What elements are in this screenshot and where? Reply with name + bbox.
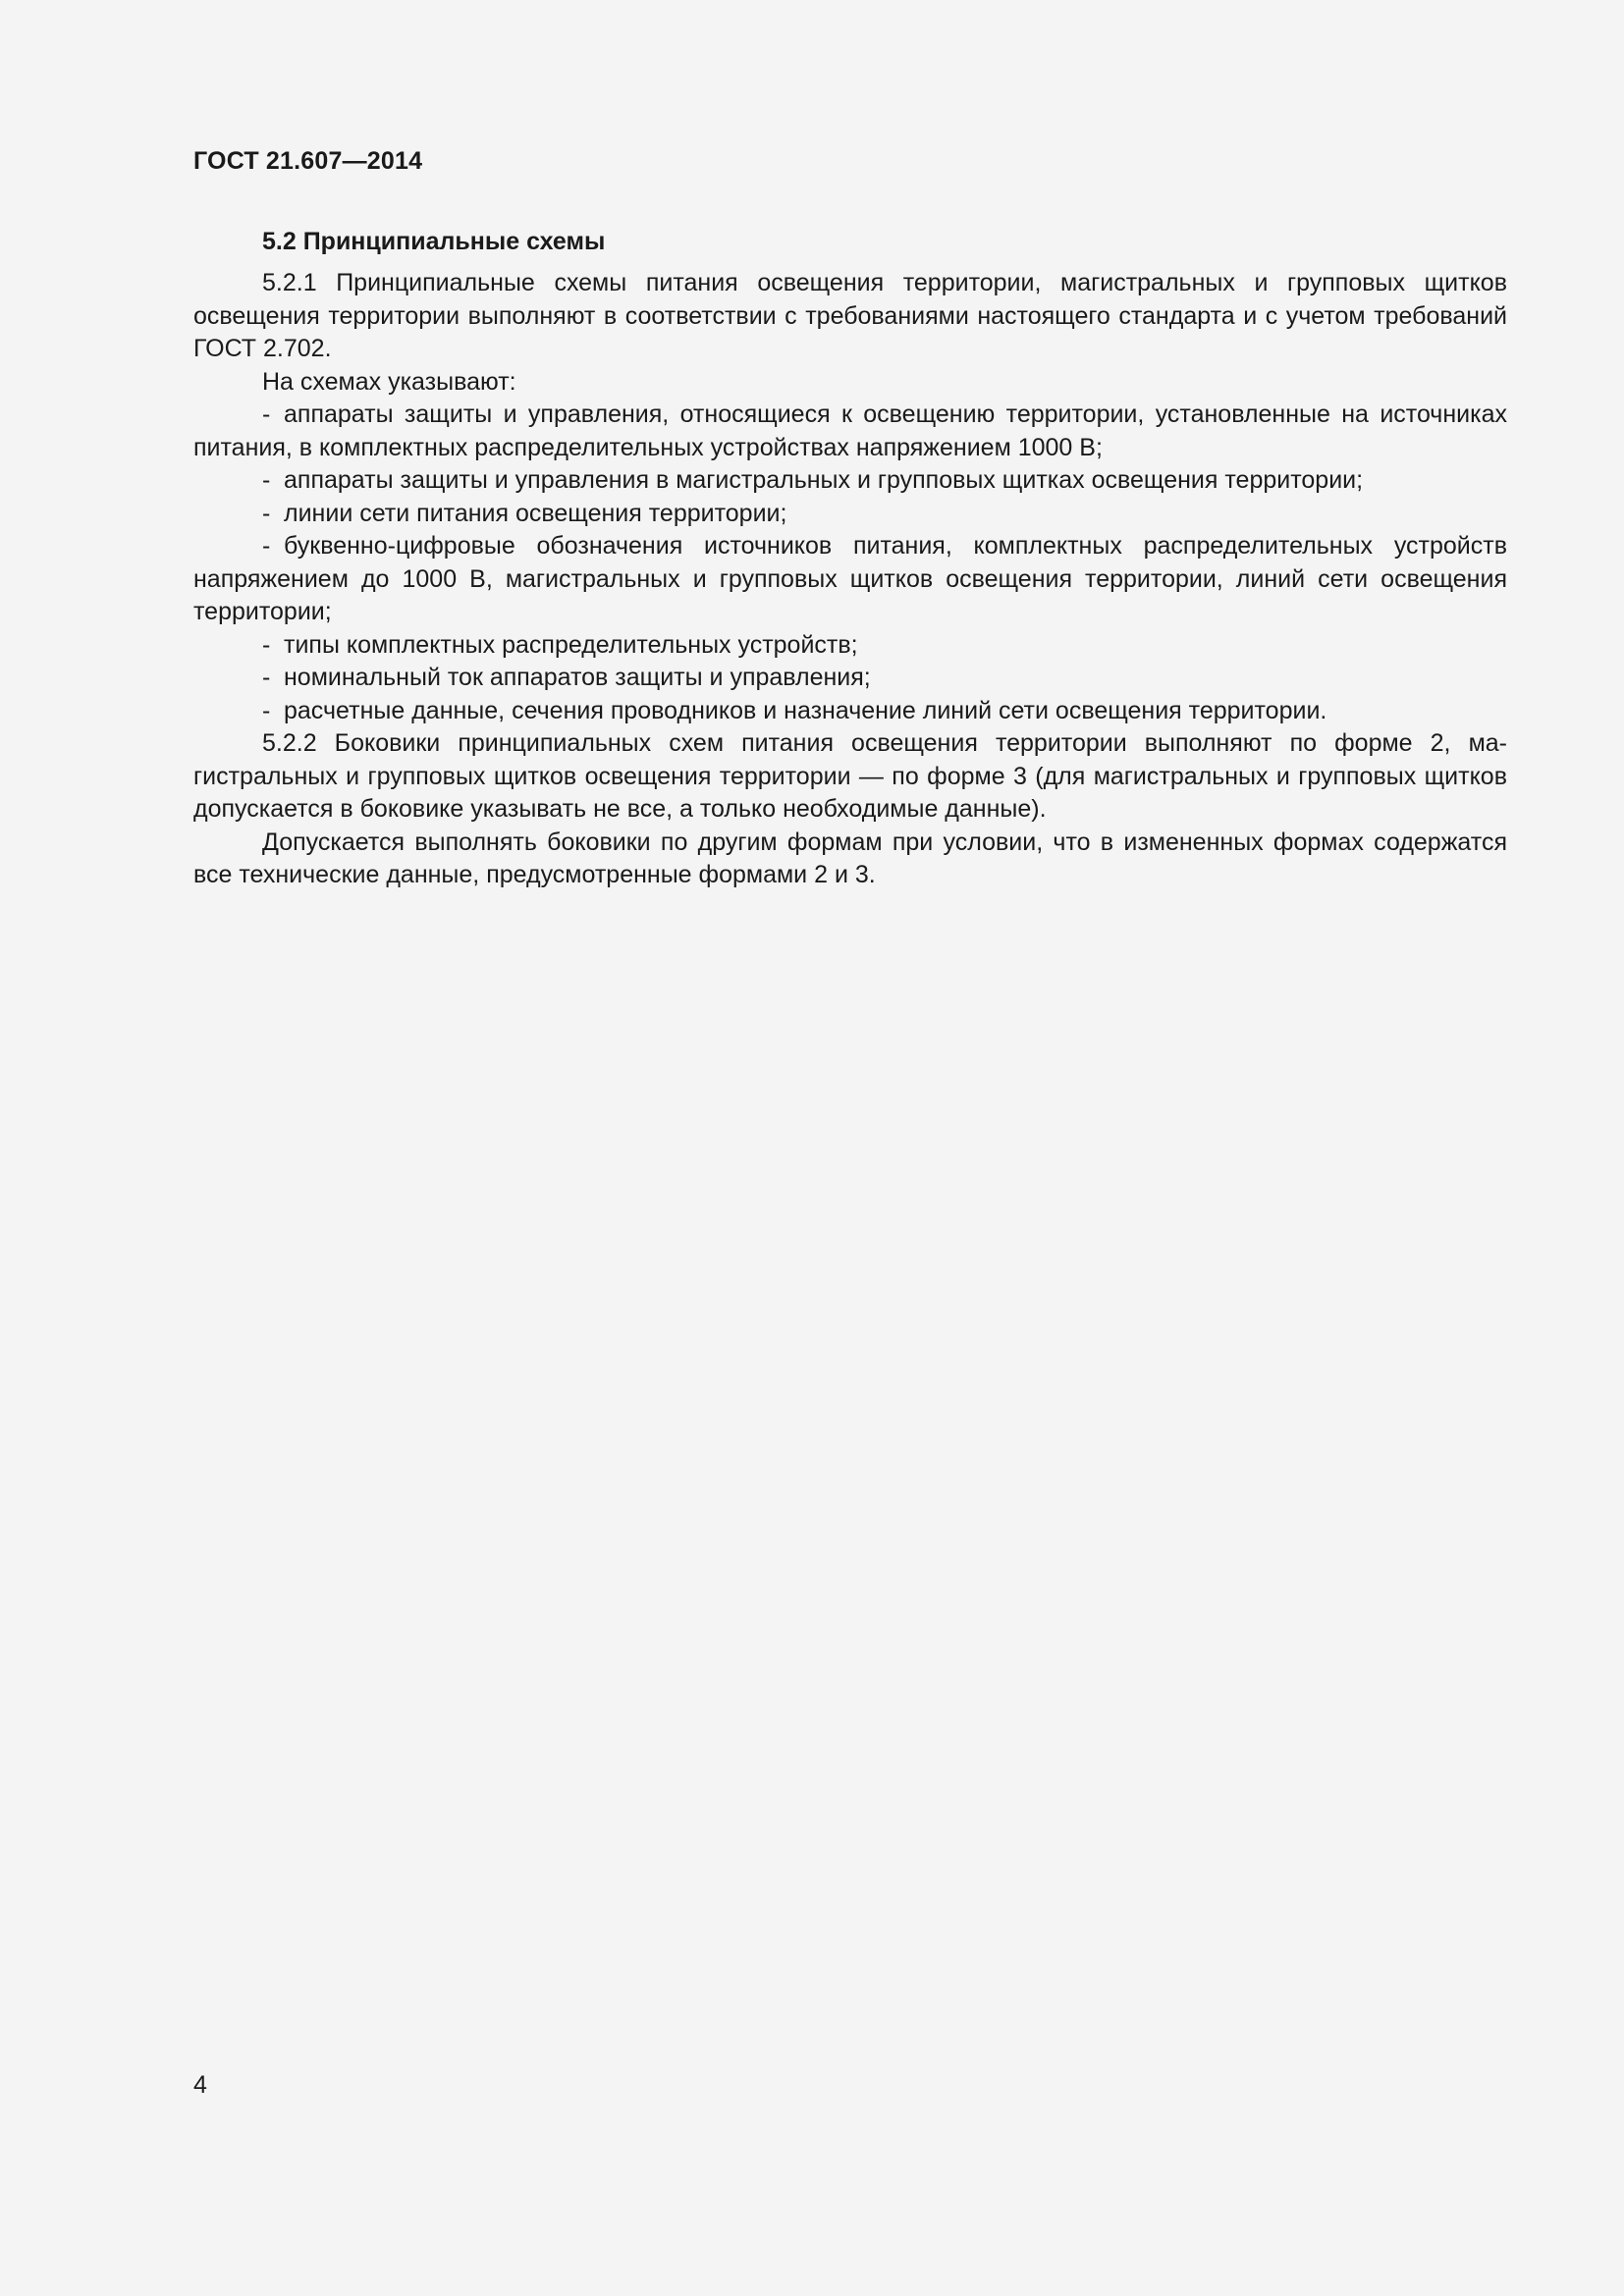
section-title: 5.2 Принципиальные схемы: [262, 228, 606, 255]
list-item-text: типы комплектных распределительных устройств;: [284, 630, 858, 659]
list-dash: -: [262, 630, 271, 659]
list-item: [193, 662, 1507, 695]
list-item-text: номинальный ток аппаратов защиты и управления;: [284, 664, 871, 691]
list-dash: -: [262, 466, 271, 494]
document-body: [193, 226, 1507, 892]
page-number: 4: [193, 2071, 207, 2099]
paragraph-5-2-2: 5.2.2 Боковики принципиальных схем питания освещения территории выполняют по форме 2, магистральных и групповых щитков освещения территории — по форме 3 (для магистральных и групповых щитков допускается в боковике указывать не все, а только необходимые данные).: [193, 729, 1507, 823]
list-item-text: расчетные данные, сечения проводников и назначение линий сети освещения территории.: [284, 696, 1327, 724]
list-dash: -: [262, 532, 271, 560]
list-item: [193, 695, 1507, 728]
list-item-text: аппараты защиты и управления, относящиеся к освещению территории, установленные на источниках питания, в комплектных распределительных устройствах напряжением 1000 В;: [193, 400, 1507, 461]
paragraph-list-intro: На схемах указывают:: [262, 367, 516, 396]
list-dash: -: [262, 499, 271, 527]
list-item: [193, 464, 1507, 498]
list-item-text: буквенно-цифровые обозначения источников питания, комплектных распределительных устройств напряжением до 1000 В, магистральных и групповых щитков освещения территории, линий сети освещения территории;: [193, 532, 1507, 625]
list-item: [193, 629, 1507, 663]
paragraph-5-2-1: 5.2.1 Принципиальные схемы питания освещения территории, магистральных и групповых щитков освещения территории выполняют в соответствии с требованиями настоящего стандарта и с учетом требований ГОСТ 2.702.: [193, 269, 1507, 362]
list-dash: -: [262, 400, 271, 428]
list-dash: -: [262, 664, 271, 691]
list-item-text: аппараты защиты и управления в магистральных и групповых щитках освещения территории;: [284, 466, 1364, 494]
list-item: [193, 530, 1507, 629]
list-item: [193, 498, 1507, 531]
list-dash: -: [262, 696, 271, 724]
paragraph-allowed-forms: Допускается выполнять боковики по другим формам при условии, что в измененных формах содержатся все технические данные, предусмотренные формами 2 и 3.: [193, 828, 1507, 888]
list-item: [193, 399, 1507, 464]
list-item-text: линии сети питания освещения территории;: [284, 499, 787, 527]
document-header: ГОСТ 21.607—2014: [193, 147, 423, 175]
